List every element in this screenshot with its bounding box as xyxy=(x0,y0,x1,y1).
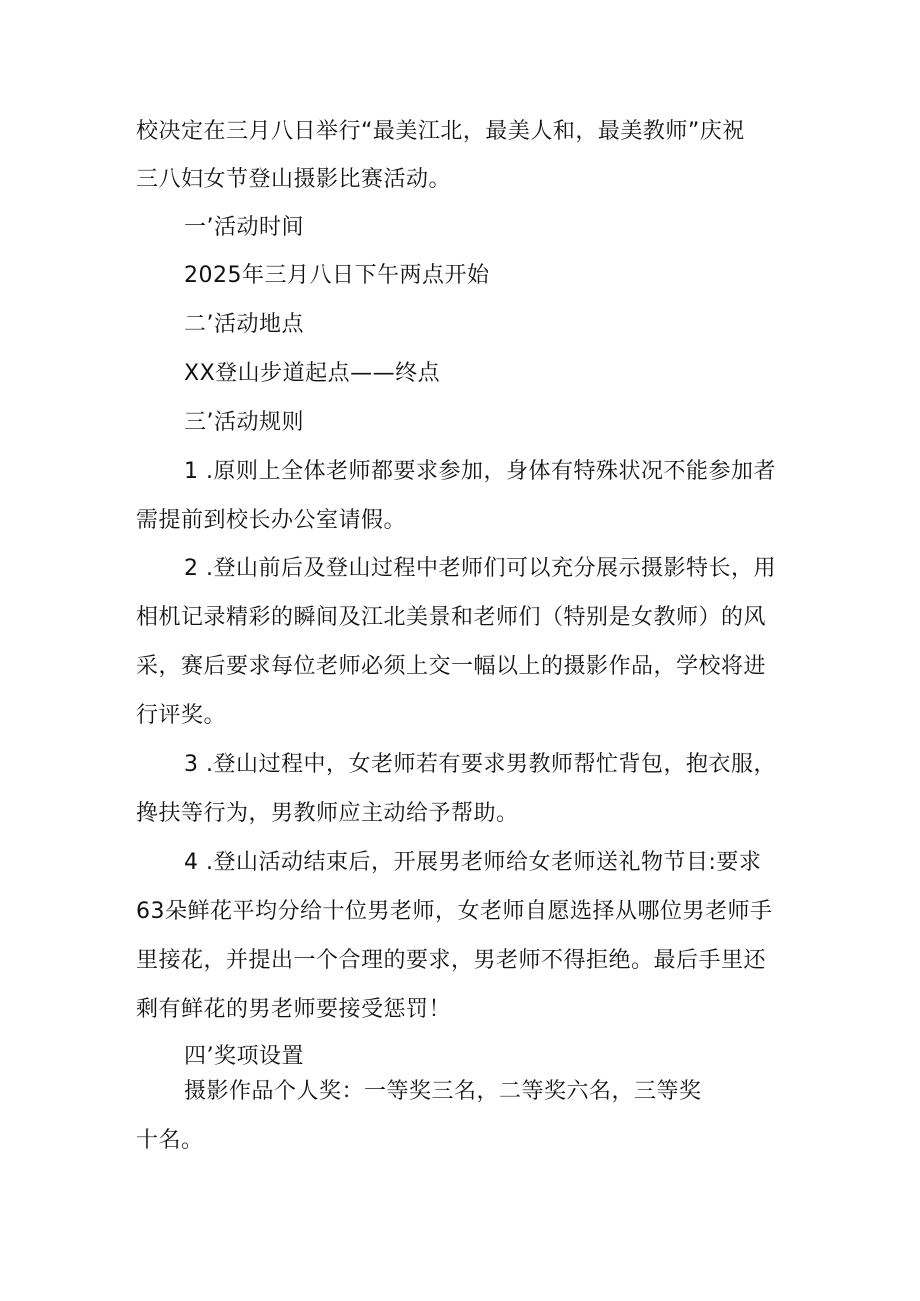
rule-4-line-4: 剩有鲜花的男老师要接受惩罚！ xyxy=(136,997,452,1022)
intro-line-2: 三八妇女节登山摄影比赛活动。 xyxy=(136,167,452,192)
intro-line-1: 校决定在三月八日举行“最美江北，最美人和，最美教师”庆祝 xyxy=(136,119,745,144)
rule-2-line-2: 相机记录精彩的瞬间及江北美景和老师们（特别是女教师）的风 xyxy=(136,605,767,630)
rule-1-line-1: 1 .原则上全体老师都要求参加，身体有特殊状况不能参加者 xyxy=(184,459,776,484)
rule-4-line-3: 里接花，并提出一个合理的要求，男老师不得拒绝。最后手里还 xyxy=(136,948,767,973)
rule-3-line-2: 搀扶等行为，男教师应主动给予帮助。 xyxy=(136,801,519,826)
rule-2-line-4: 行评奖。 xyxy=(136,703,227,728)
section-text-location: XX登山步道起点——终点 xyxy=(184,361,441,386)
awards-line-2: 十名。 xyxy=(136,1128,204,1153)
awards-line-1: 摄影作品个人奖：一等奖三名，二等奖六名，三等奖 xyxy=(184,1079,702,1104)
rule-4-line-1: 4 .登山活动结束后，开展男老师给女老师送礼物节目:要求 xyxy=(184,850,762,875)
rule-1-line-2: 需提前到校长办公室请假。 xyxy=(136,508,407,533)
section-heading-location: 二’活动地点 xyxy=(184,312,304,337)
rule-3-line-1: 3 .登山过程中，女老师若有要求男教师帮忙背包，抱衣服， xyxy=(184,752,776,777)
section-text-time: 2025年三月八日下午两点开始 xyxy=(184,263,490,288)
section-heading-rules: 三’活动规则 xyxy=(184,410,304,435)
section-heading-awards: 四’奖项设置 xyxy=(184,1044,304,1069)
rule-2-line-1: 2 .登山前后及登山过程中老师们可以充分展示摄影特长，用 xyxy=(184,556,776,581)
rule-4-line-2: 63朵鲜花平均分给十位男老师，女老师自愿选择从哪位男老师手 xyxy=(136,899,773,924)
section-heading-time: 一’活动时间 xyxy=(184,215,304,240)
rule-2-line-3: 采，赛后要求每位老师必须上交一幅以上的摄影作品，学校将进 xyxy=(136,654,767,679)
